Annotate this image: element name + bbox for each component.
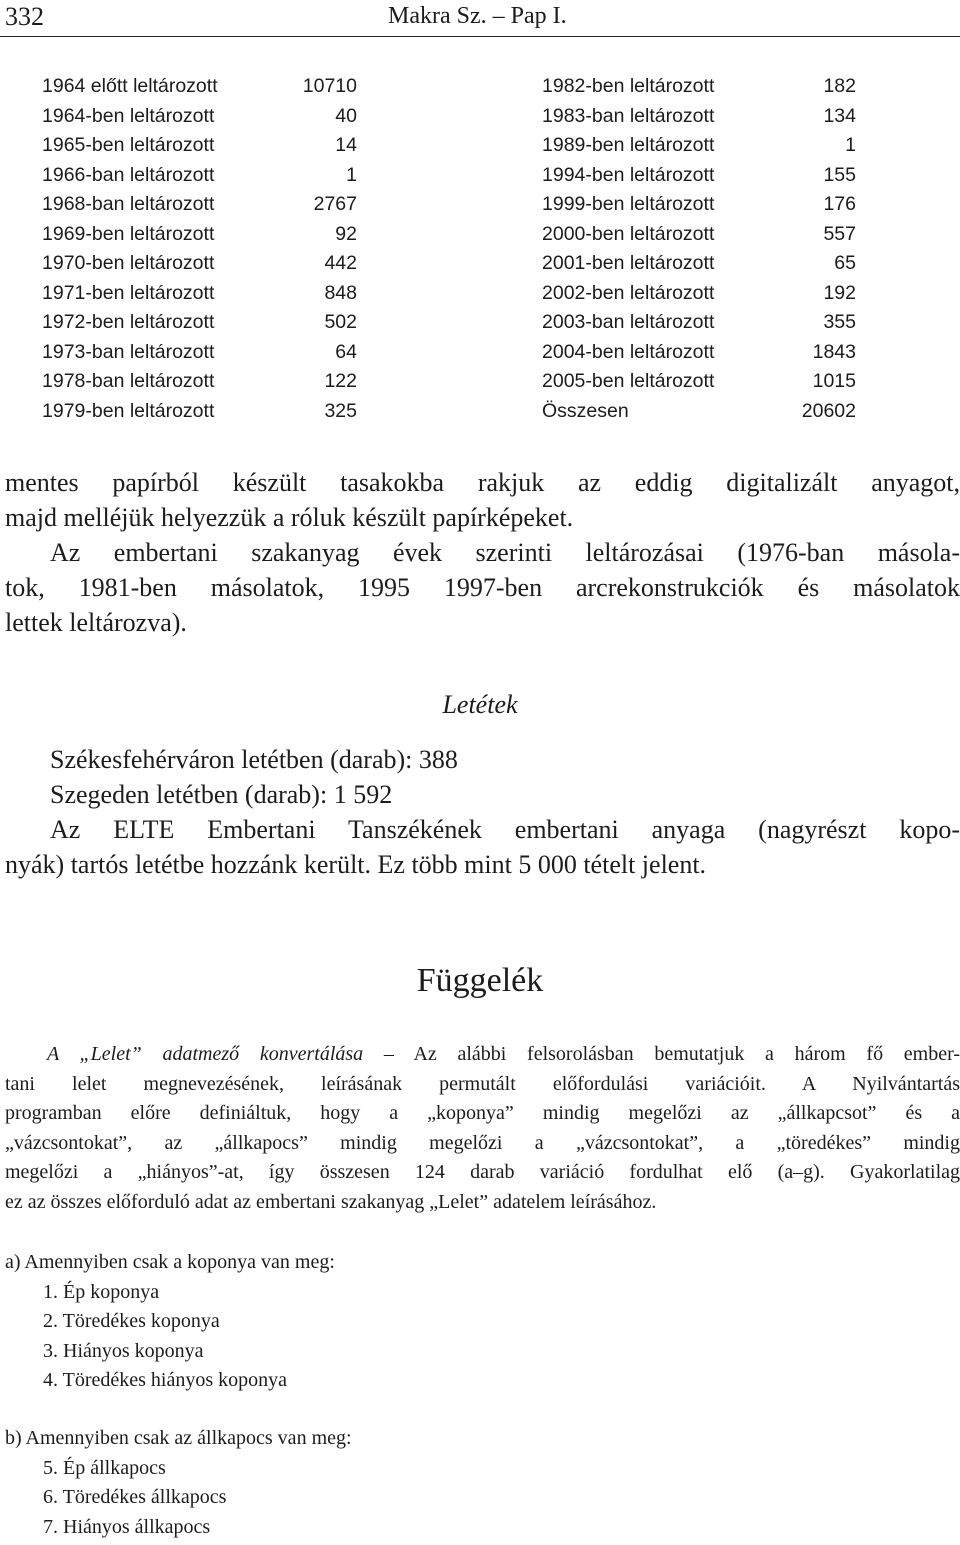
inventory-row — [42, 161, 357, 191]
inventory-count: 1 — [845, 134, 856, 156]
inventory-count: 122 — [324, 370, 357, 392]
inventory-row — [542, 131, 856, 161]
inventory-label: 1978-ban leltározott — [42, 370, 215, 392]
inventory-row — [542, 220, 856, 250]
text-line — [5, 1040, 960, 1070]
text-line: megelőzi a „hiányos”-at, így összesen 124 darab variáció fordulhat elő (a–g). Gyakorlatilag — [5, 1161, 960, 1183]
paragraph-digitization — [5, 465, 960, 535]
inventory-row — [42, 72, 357, 102]
inventory-count: 134 — [823, 104, 856, 127]
inventory-count: 355 — [823, 311, 856, 333]
inventory-count: 92 — [335, 222, 357, 245]
text-line: mentes papírból készült tasakokba rakjuk az eddig digitalizált anyagot, — [5, 468, 960, 497]
inventory-label: 1964 előtt leltározott — [42, 75, 218, 97]
inventory-row — [542, 367, 856, 397]
inventory-count: 20602 — [801, 399, 856, 422]
inventory-row — [42, 338, 357, 368]
inventory-table-right — [542, 72, 856, 426]
list-b — [5, 1424, 352, 1542]
list-a — [5, 1248, 335, 1396]
inventory-label: 1966-ban leltározott — [42, 163, 215, 186]
inventory-row — [542, 102, 856, 132]
page-number: 332 — [5, 2, 44, 31]
inventory-label: 2000-ben leltározott — [542, 222, 715, 245]
inventory-label: 2005-ben leltározott — [542, 370, 715, 392]
text-line: programban előre definiáltuk, hogy a „koponya” mindig megelőzi az „állkapcsot” és a — [5, 1102, 960, 1124]
inventory-label: 1970-ben leltározott — [42, 252, 215, 274]
text-line: Az ELTE Embertani Tanszékének embertani anyaga (nagyrészt kopo- — [50, 815, 960, 844]
text-line: majd melléjük helyezzük a róluk készült papírképeket. — [5, 503, 574, 532]
inventory-label: 1979-ben leltározott — [42, 399, 215, 422]
page-header — [0, 0, 960, 37]
inventory-label: 2002-ben leltározott — [542, 281, 715, 304]
inventory-count: 40 — [335, 104, 357, 127]
inventory-row — [542, 190, 856, 220]
inventory-row — [542, 161, 856, 191]
inventory-row — [542, 72, 856, 102]
inventory-count: 10710 — [302, 75, 357, 97]
inventory-row — [42, 131, 357, 161]
paragraph-anthropology-inventory — [5, 535, 960, 640]
inventory-label: 1982-ben leltározott — [542, 75, 715, 97]
inventory-label: 1968-ban leltározott — [42, 193, 215, 215]
text-line: Az embertani szakanyag évek szerinti leltározásai (1976-ban másola- — [50, 538, 960, 567]
inventory-row — [42, 397, 357, 427]
inventory-label: 1999-ben leltározott — [542, 193, 715, 215]
inventory-row — [542, 338, 856, 368]
inventory-label: 1994-ben leltározott — [542, 163, 715, 186]
appendix-paragraph — [5, 1040, 960, 1217]
text-fragment: – Az alábbi felsorolásban bemutatjuk a három fő ember- — [363, 1043, 960, 1065]
inventory-row — [542, 397, 856, 427]
inventory-count: 64 — [335, 340, 357, 363]
appendix-intro-italic: A „Lelet” adatmező konvertálása — [47, 1043, 364, 1065]
inventory-label: 1989-ben leltározott — [542, 134, 715, 156]
inventory-row — [42, 102, 357, 132]
inventory-label: 1973-ban leltározott — [42, 340, 215, 363]
list-item: 6. Töredékes állkapocs — [43, 1486, 227, 1508]
running-head: Makra Sz. – Pap I. — [388, 3, 567, 29]
inventory-row — [42, 308, 357, 338]
inventory-count: 1843 — [812, 340, 856, 363]
inventory-count: 442 — [324, 252, 357, 274]
inventory-label: 2001-ben leltározott — [542, 252, 715, 274]
inventory-label: 1972-ben leltározott — [42, 311, 215, 333]
list-item: 7. Hiányos állkapocs — [43, 1515, 211, 1538]
inventory-table-left — [42, 72, 357, 426]
appendix-heading: Függelék — [416, 962, 544, 999]
inventory-count: 848 — [324, 281, 357, 304]
list-item: 2. Töredékes koponya — [43, 1310, 220, 1332]
inventory-label: 2004-ben leltározott — [542, 340, 715, 363]
inventory-count: 155 — [823, 163, 856, 186]
inventory-label: 1964-ben leltározott — [42, 104, 215, 127]
inventory-label: 1965-ben leltározott — [42, 134, 215, 156]
inventory-count: 325 — [324, 399, 357, 422]
inventory-count: 557 — [823, 222, 856, 245]
text-line: tok, 1981-ben másolatok, 1995 1997-ben arcrekonstrukciók és másolatok — [5, 573, 960, 602]
inventory-row — [542, 308, 856, 338]
section-heading-deposits: Letétek — [442, 690, 518, 719]
inventory-count: 502 — [324, 311, 357, 333]
inventory-row — [42, 249, 357, 279]
list-item: 1. Ép koponya — [43, 1280, 160, 1303]
list-intro: b) Amennyiben csak az állkapocs van meg: — [5, 1427, 352, 1449]
inventory-row — [42, 279, 357, 309]
text-line: „vázcsontokat”, az „állkapocs” mindig megelőzi a „vázcsontokat”, a „töredékes” mindig — [5, 1131, 960, 1154]
text-line: lettek leltározva). — [5, 608, 187, 637]
inventory-count: 2767 — [313, 193, 357, 215]
text-line: tani lelet megnevezésének, leírásának permutált előfordulási variációit. A Nyilvántartás — [5, 1072, 960, 1095]
inventory-count: 182 — [823, 75, 856, 97]
text-line: Szegeden letétben (darab): 1 592 — [50, 780, 393, 809]
inventory-label: 1983-ban leltározott — [542, 104, 715, 127]
inventory-count: 192 — [823, 281, 856, 304]
inventory-count: 14 — [335, 134, 357, 156]
paragraph-deposits — [5, 742, 960, 882]
inventory-count: 1015 — [812, 370, 856, 392]
text-line: ez az összes előforduló adat az embertani szakanyag „Lelet” adatelem leírásához. — [5, 1190, 657, 1213]
inventory-row — [542, 249, 856, 279]
inventory-count: 65 — [834, 252, 856, 274]
list-item: 3. Hiányos koponya — [43, 1339, 204, 1362]
inventory-label: 2003-ban leltározott — [542, 311, 715, 333]
inventory-label: Összesen — [542, 399, 629, 422]
text-line: nyák) tartós letétbe hozzánk került. Ez több mint 5 000 tételt jelent. — [5, 850, 707, 879]
inventory-count: 1 — [346, 163, 357, 186]
list-intro: a) Amennyiben csak a koponya van meg: — [5, 1251, 335, 1273]
inventory-row — [42, 190, 357, 220]
inventory-count: 176 — [823, 193, 856, 215]
text-line: Székesfehérváron letétben (darab): 388 — [50, 745, 458, 774]
inventory-row — [42, 367, 357, 397]
inventory-row — [542, 279, 856, 309]
list-item: 4. Töredékes hiányos koponya — [43, 1369, 288, 1391]
inventory-label: 1971-ben leltározott — [42, 281, 215, 304]
inventory-row — [42, 220, 357, 250]
list-item: 5. Ép állkapocs — [43, 1456, 166, 1479]
inventory-label: 1969-ben leltározott — [42, 222, 215, 245]
